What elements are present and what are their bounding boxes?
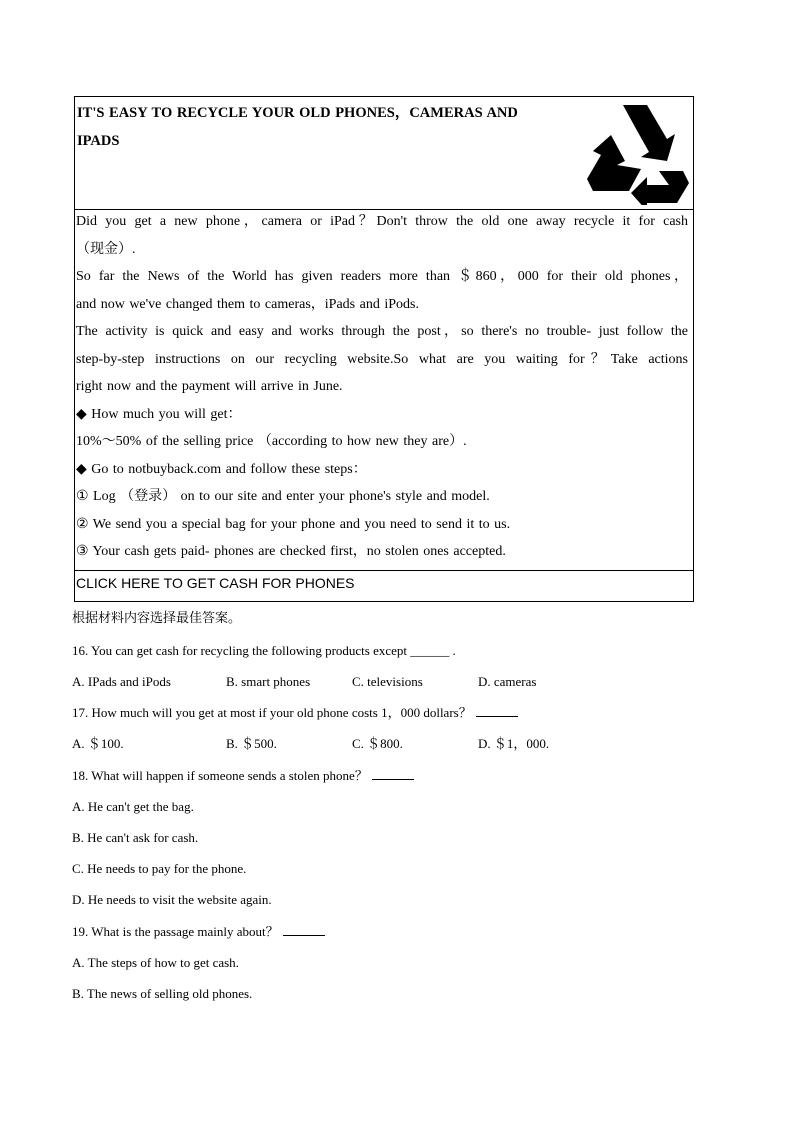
ad-title [77, 99, 577, 155]
ad-line-3: So far the News of the World has given readers more than ＄860，000 for their old phones， [76, 269, 688, 284]
ad-line-13: ③ Your cash gets paid- phones are checked first，no stolen ones accepted. [76, 544, 506, 559]
q17-option-a[interactable]: A. ＄100. [72, 736, 124, 751]
ad-title-line-2: IPADS [77, 133, 120, 149]
question-19-text: 19. What is the passage mainly about？ [72, 924, 279, 939]
ad-body [75, 209, 693, 571]
ad-line-4: and now we've changed them to cameras，iPads and iPods. [76, 297, 419, 312]
ad-line-11: ① Log （登录） on to our site and enter your phone's style and model. [76, 489, 490, 504]
q17-option-b[interactable]: B. ＄500. [226, 736, 277, 751]
question-16: 16. You can get cash for recycling the following products except ______ . [72, 643, 456, 658]
q16-option-d[interactable]: D. cameras [478, 674, 537, 689]
ad-line-6: step-by-step instructions on our recycling website.So what are you waiting for？Take actions [76, 352, 688, 367]
ad-line-7: right now and the payment will arrive in June. [76, 379, 343, 394]
answer-blank [283, 923, 325, 936]
q16-option-b[interactable]: B. smart phones [226, 674, 311, 689]
q18-option-d[interactable]: D. He needs to visit the website again. [72, 892, 272, 907]
ad-line-12: ② We send you a special bag for your phone and you need to send it to us. [76, 517, 511, 532]
ad-line-10: ◆ Go to notbuyback.com and follow these steps： [76, 462, 367, 477]
q19-option-a[interactable]: A. The steps of how to get cash. [72, 955, 239, 970]
q19-option-b[interactable]: B. The news of selling old phones. [72, 986, 253, 1001]
ad-line-2: （现金）. [76, 242, 136, 257]
ad-line-1: Did you get a new phone，camera or iPad？Don't throw the old one away recycle it for cash [76, 214, 688, 229]
get-cash-link[interactable]: CLICK HERE TO GET CASH FOR PHONES [76, 575, 355, 591]
question-18-text: 18. What will happen if someone sends a stolen phone？ [72, 768, 368, 783]
ad-line-5: The activity is quick and easy and works through the post，so there's no trouble- just follow the [76, 324, 688, 339]
q18-option-c[interactable]: C. He needs to pay for the phone. [72, 861, 247, 876]
advertisement-box [74, 96, 694, 602]
ad-header [75, 97, 693, 210]
q18-option-a[interactable]: A. He can't get the bag. [72, 799, 194, 814]
question-17 [72, 704, 518, 722]
q18-option-b[interactable]: B. He can't ask for cash. [72, 830, 199, 845]
answer-blank [372, 767, 414, 780]
question-18 [72, 767, 414, 785]
q16-option-c[interactable]: C. televisions [352, 674, 423, 689]
q17-option-c[interactable]: C. ＄800. [352, 736, 403, 751]
recycle-icon [585, 101, 691, 205]
question-17-text: 17. How much will you get at most if your old phone costs 1，000 dollars？ [72, 705, 472, 720]
q16-option-a[interactable]: A. IPads and iPods [72, 674, 171, 689]
q17-option-d[interactable]: D. ＄1，000. [478, 736, 550, 751]
instruction-text: 根据材料内容选择最佳答案。 [72, 611, 242, 626]
ad-line-8: ◆ How much you will get： [76, 407, 242, 422]
ad-title-line-1: IT'S EASY TO RECYCLE YOUR OLD PHONES，CAMERAS AND [77, 105, 518, 121]
answer-blank [476, 704, 518, 717]
ad-line-9: 10%～50% of the selling price （according to how new they are）. [76, 434, 467, 449]
question-19 [72, 923, 325, 941]
